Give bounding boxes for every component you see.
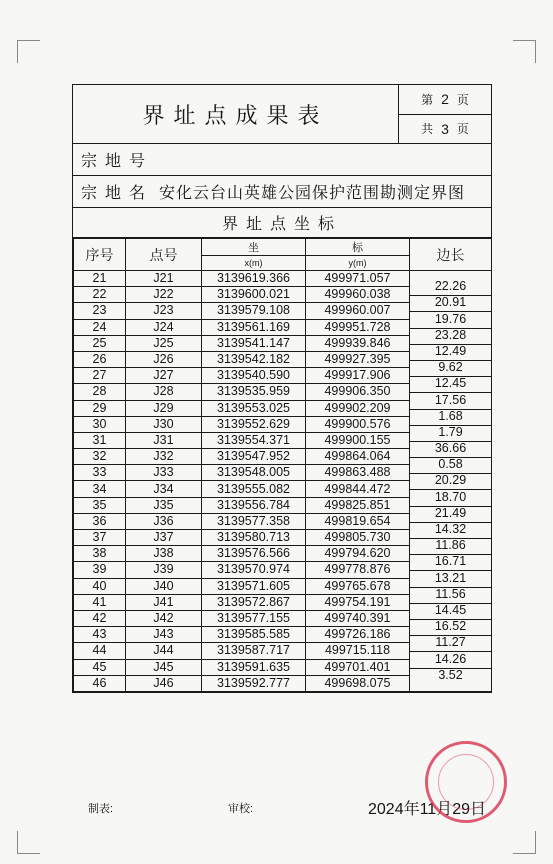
edge-length: 12.49 <box>434 344 467 358</box>
cell-x: 3139556.784 <box>202 497 306 513</box>
title-row <box>73 85 491 144</box>
cell-point: J32 <box>126 449 202 465</box>
cell-seq: 23 <box>74 303 126 319</box>
parcel-name-row <box>73 176 491 208</box>
cell-seq: 40 <box>74 578 126 594</box>
cell-x: 3139540.590 <box>202 368 306 384</box>
cell-seq: 24 <box>74 319 126 335</box>
cell-x: 3139579.108 <box>202 303 306 319</box>
cell-y: 499951.728 <box>306 319 410 335</box>
edge-length: 20.29 <box>434 473 467 487</box>
cell-x: 3139570.974 <box>202 562 306 578</box>
edge-length: 11.27 <box>435 635 466 649</box>
cell-x: 3139577.155 <box>202 610 306 626</box>
coordinate-table <box>73 238 492 692</box>
cell-seq: 36 <box>74 513 126 529</box>
crop-mark-bottom-right <box>513 831 536 854</box>
cell-seq: 37 <box>74 530 126 546</box>
cell-y: 499778.876 <box>306 562 410 578</box>
cell-point: J33 <box>126 465 202 481</box>
edge-length: 11.86 <box>435 538 466 552</box>
cell-seq: 42 <box>74 610 126 626</box>
edge-length: 1.79 <box>438 425 463 439</box>
cell-point: J24 <box>126 319 202 335</box>
cell-y: 499765.678 <box>306 578 410 594</box>
cell-point: J45 <box>126 659 202 675</box>
cell-x: 3139580.713 <box>202 530 306 546</box>
coord-header-a: 坐 <box>202 239 306 256</box>
cell-point: J41 <box>126 594 202 610</box>
cell-seq: 35 <box>74 497 126 513</box>
edge-length: 11.56 <box>435 587 466 601</box>
current-page: 第 2 页 <box>399 85 491 115</box>
section-title: 界址点坐标 <box>73 208 491 238</box>
cell-x: 3139591.635 <box>202 659 306 675</box>
cell-y: 499863.488 <box>306 465 410 481</box>
cell-x: 3139535.959 <box>202 384 306 400</box>
edge-length: 21.49 <box>434 506 467 520</box>
cell-point: J36 <box>126 513 202 529</box>
edge-length: 22.26 <box>434 279 467 293</box>
cell-y: 499906.350 <box>306 384 410 400</box>
cell-seq: 38 <box>74 546 126 562</box>
cell-point: J25 <box>126 335 202 351</box>
made-by-label: 制表: <box>88 803 114 815</box>
cell-seq: 27 <box>74 368 126 384</box>
coord-header-b: 标 <box>306 239 410 256</box>
cell-x: 3139553.025 <box>202 400 306 416</box>
cell-seq: 43 <box>74 627 126 643</box>
cell-y: 499805.730 <box>306 530 410 546</box>
edge-length: 14.26 <box>434 651 467 666</box>
edge-length: 3.52 <box>438 668 463 682</box>
cell-y: 499794.620 <box>306 546 410 562</box>
cell-y: 499740.391 <box>306 610 410 626</box>
cell-y: 499825.851 <box>306 497 410 513</box>
cell-x: 3139587.717 <box>202 643 306 659</box>
cell-x: 3139571.605 <box>202 578 306 594</box>
cell-seq: 22 <box>74 287 126 303</box>
cell-x: 3139541.147 <box>202 335 306 351</box>
sign-date: 2024年11月29日 <box>368 801 487 818</box>
cell-y: 499960.038 <box>306 287 410 303</box>
total-pages: 共 3 页 <box>421 120 469 137</box>
edge-length: 13.21 <box>434 570 467 585</box>
cell-x: 3139577.358 <box>202 513 306 529</box>
edge-length: 18.70 <box>434 489 467 504</box>
cell-y: 499698.075 <box>306 675 410 691</box>
cell-y: 499726.186 <box>306 627 410 643</box>
cell-point: J22 <box>126 287 202 303</box>
cell-x: 3139576.566 <box>202 546 306 562</box>
cell-x: 3139542.182 <box>202 351 306 367</box>
cell-x: 3139585.585 <box>202 627 306 643</box>
cell-point: J38 <box>126 546 202 562</box>
edge-length: 0.58 <box>438 457 463 471</box>
edge-length: 16.52 <box>434 619 467 633</box>
cell-y: 499819.654 <box>306 513 410 529</box>
cell-seq: 41 <box>74 594 126 610</box>
edge-length: 14.45 <box>434 603 467 617</box>
cell-y: 499844.472 <box>306 481 410 497</box>
cell-point: J35 <box>126 497 202 513</box>
edge-length: 23.28 <box>434 328 467 342</box>
boundary-point-sheet <box>72 84 492 693</box>
edge-header: 边长 <box>410 239 492 271</box>
cell-y: 499754.191 <box>306 594 410 610</box>
cell-x: 3139548.005 <box>202 465 306 481</box>
table-row <box>74 271 492 287</box>
cell-seq: 44 <box>74 643 126 659</box>
cell-seq: 31 <box>74 432 126 448</box>
edge-length: 19.76 <box>434 311 467 326</box>
cell-point: J26 <box>126 351 202 367</box>
edge-length: 14.32 <box>434 522 467 536</box>
crop-mark-top-right <box>513 40 536 63</box>
cell-y: 499960.007 <box>306 303 410 319</box>
cell-point: J30 <box>126 416 202 432</box>
cell-seq: 46 <box>74 675 126 691</box>
edge-length: 16.71 <box>434 554 467 568</box>
cell-x: 3139552.629 <box>202 416 306 432</box>
crop-mark-top-left <box>17 40 40 63</box>
point-header: 点号 <box>126 239 202 271</box>
cell-point: J43 <box>126 627 202 643</box>
cell-point: J37 <box>126 530 202 546</box>
edge-length: 20.91 <box>434 295 467 309</box>
parcel-name-value: 安化云台山英雄公园保护范围勘测定界图 <box>159 185 466 202</box>
cell-point: J28 <box>126 384 202 400</box>
cell-point: J21 <box>126 271 202 287</box>
cell-seq: 29 <box>74 400 126 416</box>
cell-y: 499939.846 <box>306 335 410 351</box>
cell-seq: 25 <box>74 335 126 351</box>
parcel-number-label: 宗地号 <box>81 153 154 170</box>
cell-seq: 26 <box>74 351 126 367</box>
cell-y: 499900.155 <box>306 432 410 448</box>
cell-seq: 21 <box>74 271 126 287</box>
cell-seq: 30 <box>74 416 126 432</box>
cell-y: 499715.118 <box>306 643 410 659</box>
cell-y: 499902.209 <box>306 400 410 416</box>
seq-header: 序号 <box>74 239 126 271</box>
cell-x: 3139555.082 <box>202 481 306 497</box>
cell-seq: 45 <box>74 659 126 675</box>
edge-length: 9.62 <box>438 360 463 374</box>
crop-mark-bottom-left <box>17 831 40 854</box>
edge-length: 17.56 <box>434 392 467 407</box>
cell-point: J34 <box>126 481 202 497</box>
cell-x: 3139600.021 <box>202 287 306 303</box>
cell-point: J42 <box>126 610 202 626</box>
reviewed-by-label: 审校: <box>228 803 254 815</box>
cell-seq: 28 <box>74 384 126 400</box>
cell-seq: 34 <box>74 481 126 497</box>
cell-point: J44 <box>126 643 202 659</box>
cell-seq: 32 <box>74 449 126 465</box>
cell-point: J46 <box>126 675 202 691</box>
cell-y: 499917.906 <box>306 368 410 384</box>
coordinate-rows <box>74 271 492 692</box>
y-header: y(m) <box>306 256 410 271</box>
cell-point: J40 <box>126 578 202 594</box>
cell-x: 3139592.777 <box>202 675 306 691</box>
cell-seq: 39 <box>74 562 126 578</box>
parcel-number-row <box>73 144 491 176</box>
sheet-title: 界址点成果表 <box>73 85 399 143</box>
cell-seq: 33 <box>74 465 126 481</box>
cell-y: 499927.395 <box>306 351 410 367</box>
cell-x: 3139554.371 <box>202 432 306 448</box>
cell-x: 3139619.366 <box>202 271 306 287</box>
cell-x: 3139561.169 <box>202 319 306 335</box>
cell-point: J27 <box>126 368 202 384</box>
cell-y: 499864.064 <box>306 449 410 465</box>
x-header: x(m) <box>202 256 306 271</box>
cell-point: J31 <box>126 432 202 448</box>
page-indicator <box>399 85 491 143</box>
cell-x: 3139572.867 <box>202 594 306 610</box>
cell-point: J29 <box>126 400 202 416</box>
edge-length: 36.66 <box>434 441 467 455</box>
cell-y: 499971.057 <box>306 271 410 287</box>
edge-length: 1.68 <box>438 409 463 423</box>
cell-y: 499900.576 <box>306 416 410 432</box>
cell-y: 499701.401 <box>306 659 410 675</box>
edge-length: 12.45 <box>434 376 467 390</box>
parcel-name-label: 宗地名 <box>81 185 154 202</box>
cell-point: J23 <box>126 303 202 319</box>
cell-x: 3139547.952 <box>202 449 306 465</box>
cell-point: J39 <box>126 562 202 578</box>
company-seal <box>425 741 507 823</box>
edge-column <box>410 271 492 692</box>
